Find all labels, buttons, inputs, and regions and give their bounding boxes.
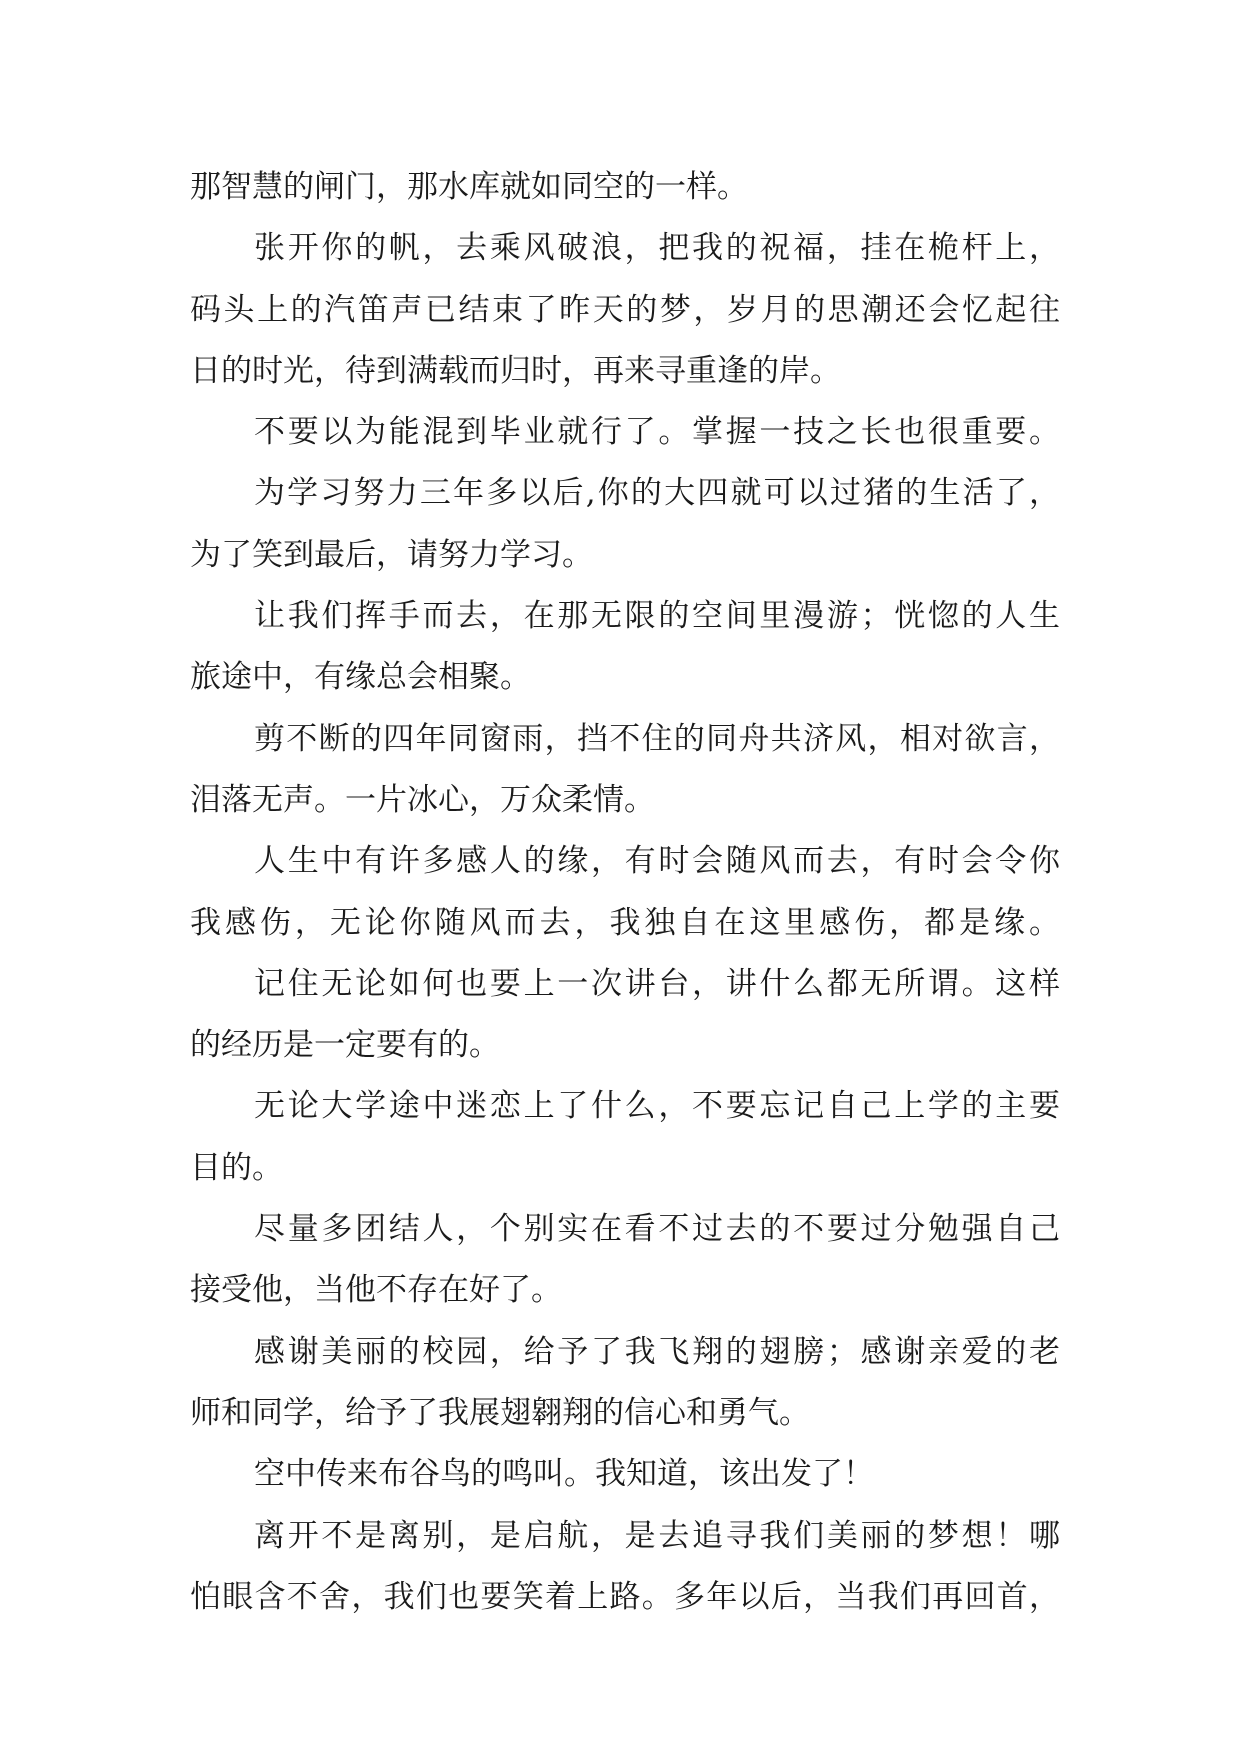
text-line: 旅途中，有缘总会相聚。	[190, 659, 531, 696]
text-line: 剪不断的四年同窗雨，挡不住的同舟共济风，相对欲言，	[254, 720, 1060, 757]
text-line: 无论大学途中迷恋上了什么，不要忘记自己上学的主要	[254, 1088, 1060, 1125]
text-line: 接受他，当他不存在好了。	[190, 1272, 562, 1309]
text-line: 的经历是一定要有的。	[190, 1027, 500, 1064]
text-line: 让我们挥手而去，在那无限的空间里漫游；恍惚的人生	[254, 598, 1060, 635]
text-line: 泪落无声。一片冰心，万众柔情。	[190, 781, 655, 818]
text-line: 那智慧的闸门，那水库就如同空的一样。	[190, 169, 748, 205]
text-line: 我感伤，无论你随风而去，我独自在这里感伤，都是缘。	[190, 904, 1060, 941]
text-line: 为学习努力三年多以后,你的大四就可以过猪的生活了，	[254, 475, 1060, 512]
document-body	[190, 157, 1060, 1628]
text-line: 码头上的汽笛声已结束了昨天的梦，岁月的思潮还会忆起往	[190, 291, 1060, 328]
text-line: 人生中有许多感人的缘，有时会随风而去，有时会令你	[254, 843, 1060, 880]
text-line: 为了笑到最后，请努力学习。	[190, 536, 593, 573]
text-line: 师和同学，给予了我展翅翱翔的信心和勇气。	[190, 1394, 810, 1431]
text-line: 空中传来布谷鸟的鸣叫。我知道，该出发了！	[254, 1456, 874, 1493]
text-line: 目的。	[190, 1149, 283, 1186]
text-line: 离开不是离别，是启航，是去追寻我们美丽的梦想！哪	[254, 1517, 1060, 1554]
text-line: 感谢美丽的校园，给予了我飞翔的翅膀；感谢亲爱的老	[254, 1333, 1060, 1370]
text-line: 记住无论如何也要上一次讲台，讲什么都无所谓。这样	[254, 965, 1060, 1002]
text-line: 日的时光，待到满载而归时，再来寻重逢的岸。	[190, 352, 841, 389]
text-line: 尽量多团结人，个别实在看不过去的不要过分勉强自己	[254, 1211, 1060, 1248]
text-line: 不要以为能混到毕业就行了。掌握一技之长也很重要。	[254, 414, 1060, 451]
text-line: 张开你的帆，去乘风破浪，把我的祝福，挂在桅杆上，	[254, 230, 1060, 267]
text-line: 怕眼含不舍，我们也要笑着上路。多年以后，当我们再回首，	[190, 1578, 1060, 1615]
